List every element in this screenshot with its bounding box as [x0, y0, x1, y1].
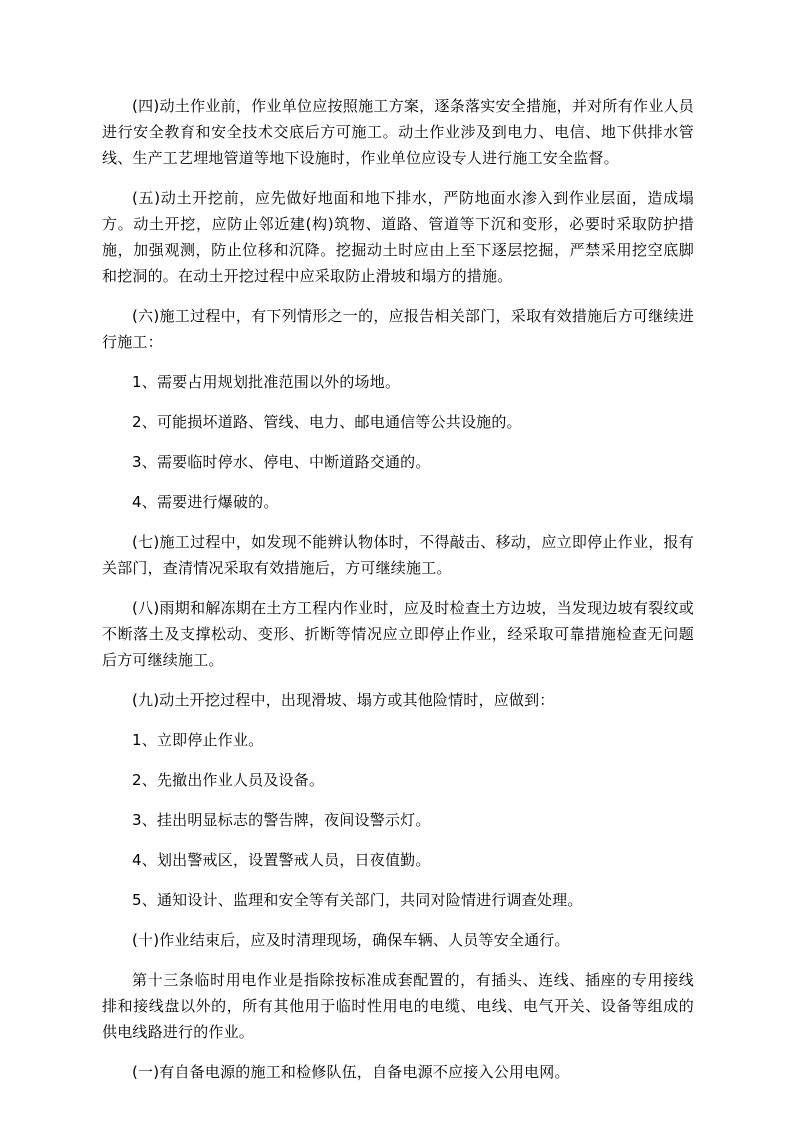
list-item-6-4: 4、需要进行爆破的。 — [132, 493, 279, 511]
document-body — [102, 93, 694, 1099]
list-item-9-1: 1、立即停止作业。 — [132, 731, 264, 749]
article-13-temporary-power: 第十三条临时用电作业是指除按标准成套配置的，有插头、连线、插座的专用接线排和接线盘以外的，所有其他用于临时性用电的电缆、电线、电气开关、设备等组成的供电线路进行的作业。 — [102, 971, 694, 1041]
paragraph-10-cleanup: (十)作业结束后，应及时清理现场，确保车辆、人员等安全通行。 — [132, 931, 570, 949]
list-item-9-4: 4、划出警戒区，设置警戒人员，日夜值勤。 — [132, 851, 431, 869]
paragraph-8-rainy-thaw-season: (八)雨期和解冻期在土方工程内作业时，应及时检查土方边坡，当发现边坡有裂纹或不断落土及支撑松动、变形、折断等情况应立即停止作业，经采取可靠措施检查无问题后方可继续施工。 — [102, 599, 694, 669]
list-item-9-2: 2、先撤出作业人员及设备。 — [132, 771, 325, 789]
paragraph-9-landslide-response: (九)动土开挖过程中，出现滑坡、塌方或其他险情时，应做到： — [132, 691, 555, 709]
paragraph-13-1-backup-power: (一)有自备电源的施工和检修队伍，自备电源不应接入公用电网。 — [132, 1063, 570, 1081]
list-item-6-1: 1、需要占用规划批准范围以外的场地。 — [132, 373, 401, 391]
paragraph-7-unknown-objects: (七)施工过程中，如发现不能辨认物体时，不得敲击、移动，应立即停止作业，报有关部门，查清情况采取有效措施后，方可继续施工。 — [102, 533, 694, 577]
list-item-9-3: 3、挂出明显标志的警告牌，夜间设警示灯。 — [132, 811, 431, 829]
paragraph-5-excavation-drainage: (五)动土开挖前，应先做好地面和地下排水，严防地面水渗入到作业层面，造成塌方。动土开挖，应防止邻近建(构)筑物、道路、管道等下沉和变形，必要时采取防护措施，加强观测，防止位移和沉降。挖掘动土时应由上至下逐层挖掘，严禁采用挖空底脚和挖洞的。在动土开挖过程中应采取防止滑坡和塌方的措施。 — [102, 189, 694, 285]
paragraph-4-excavation-plan: (四)动土作业前，作业单位应按照施工方案，逐条落实安全措施，并对所有作业人员进行安全教育和安全技术交底后方可施工。动土作业涉及到电力、电信、地下供排水管线、生产工艺埋地管道等地下设施时，作业单位应设专人进行施工安全监督。 — [102, 97, 694, 167]
list-item-6-2: 2、可能损坏道路、管线、电力、邮电通信等公共设施的。 — [132, 413, 522, 431]
list-item-6-3: 3、需要临时停水、停电、中断道路交通的。 — [132, 453, 431, 471]
paragraph-6-construction-conditions: (六)施工过程中，有下列情形之一的，应报告相关部门，采取有效措施后方可继续进行施工： — [102, 307, 694, 351]
list-item-9-5: 5、通知设计、监理和安全等有关部门，共同对险情进行调查处理。 — [132, 891, 583, 909]
